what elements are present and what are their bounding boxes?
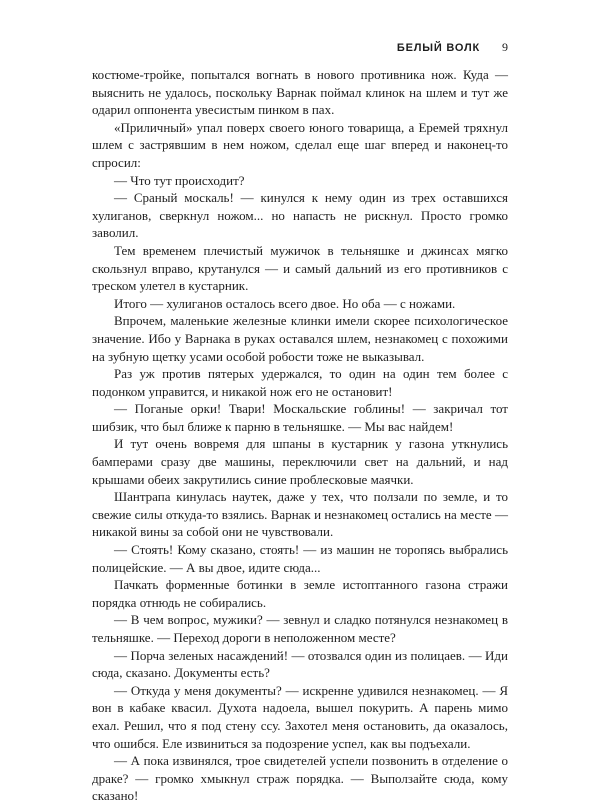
page-header bbox=[397, 40, 508, 54]
paragraph: Итого — хулиганов осталось всего двое. Но оба — с ножами. bbox=[114, 295, 456, 311]
paragraph: — Порча зеленых насаждений! — отозвался один из полицаев. — Иди сюда, сказано. Документы есть? bbox=[92, 647, 508, 681]
paragraph: костюме-тройке, попытался вогнать в нового противника нож. Куда — выяснить не удалось, поскольку Варнак поймал клинок на шлем и тут же одарил оппонента увесистым пинком в пах. bbox=[92, 67, 508, 118]
paragraph: — Стоять! Кому сказано, стоять! — из машин не торопясь выбрались полицейские. — А вы двое, идите сюда... bbox=[92, 542, 508, 575]
paragraph: — В чем вопрос, мужики? — зевнул и сладко потянулся незнакомец в тельняшке. — Переход дороги в неположенном месте? bbox=[92, 612, 508, 645]
paragraph: — Поганые орки! Твари! Москальские гоблины! — закричал тот шибзик, что был ближе к парню в тельняшке. — Мы вас найдем! bbox=[92, 401, 508, 434]
paragraph: — Что тут происходит? bbox=[114, 172, 245, 188]
running-title: БЕЛЫЙ ВОЛК bbox=[396, 42, 480, 54]
paragraph: Пачкать форменные ботинки в земле истоптанного газона стражи порядка отнюдь не собирались. bbox=[92, 577, 508, 610]
paragraph: — А пока извинялся, трое свидетелей успели позвонить в отделение о драке? — громко хмыкнул страж порядка. — Выползайте сюда, кому сказано! bbox=[92, 753, 508, 804]
paragraph: — Сраный москаль! — кинулся к нему один из трех оставшихся хулиганов, сверкнул ножом... но напасть не рискнул. Просто громко заволил. bbox=[92, 190, 508, 241]
paragraph: Раз уж против пятерых удержался, то один на один тем более с подонком управится, и никакой нож его не остановит! bbox=[92, 366, 508, 399]
paragraph: Тем временем плечистый мужичок в тельняшке и джинсах мягко скользнул вправо, крутанулся — и самый дальний из его противников с треском улетел в кустарник. bbox=[92, 242, 508, 294]
paragraph: — Откуда у меня документы? — искренне удивился незнакомец. — Я вон в кабаке квасил. Духота надоела, вышел покурить. А парень мимо ехал. Решил, что я под стену ссу. Захотел меня остановить, да оказалось, что ошибся. Еле извиниться за подозрение успел, как вы подъехали. bbox=[92, 682, 508, 751]
text-body bbox=[92, 66, 508, 805]
page-number: 9 bbox=[502, 40, 508, 54]
paragraph: «Приличный» упал поверх своего юного товарища, а Еремей тряхнул шлем с застрявшим в нем ножом, сделал еще шаг вперед и наконец-то спросил: bbox=[92, 119, 508, 170]
paragraph: Шантрапа кинулась наутек, даже у тех, что ползали по земле, и то свежие силы откуда-то взялись. Варнак и незнакомец остались на месте — никакой вины за собой они не чувствовали. bbox=[92, 489, 508, 540]
paragraph: И тут очень вовремя для шпаны в кустарник у газона уткнулись бамперами сразу две машины, переключили свет на дальний, и над крышами обеих закрутились синие проблесковые маячки. bbox=[92, 436, 508, 487]
paragraph: Впрочем, маленькие железные клинки имели скорее психологическое значение. Ибо у Варнака в руках оставался шлем, незнакомец с похожими на зубную щетку усами особой робости тоже не выказывал. bbox=[92, 313, 508, 364]
